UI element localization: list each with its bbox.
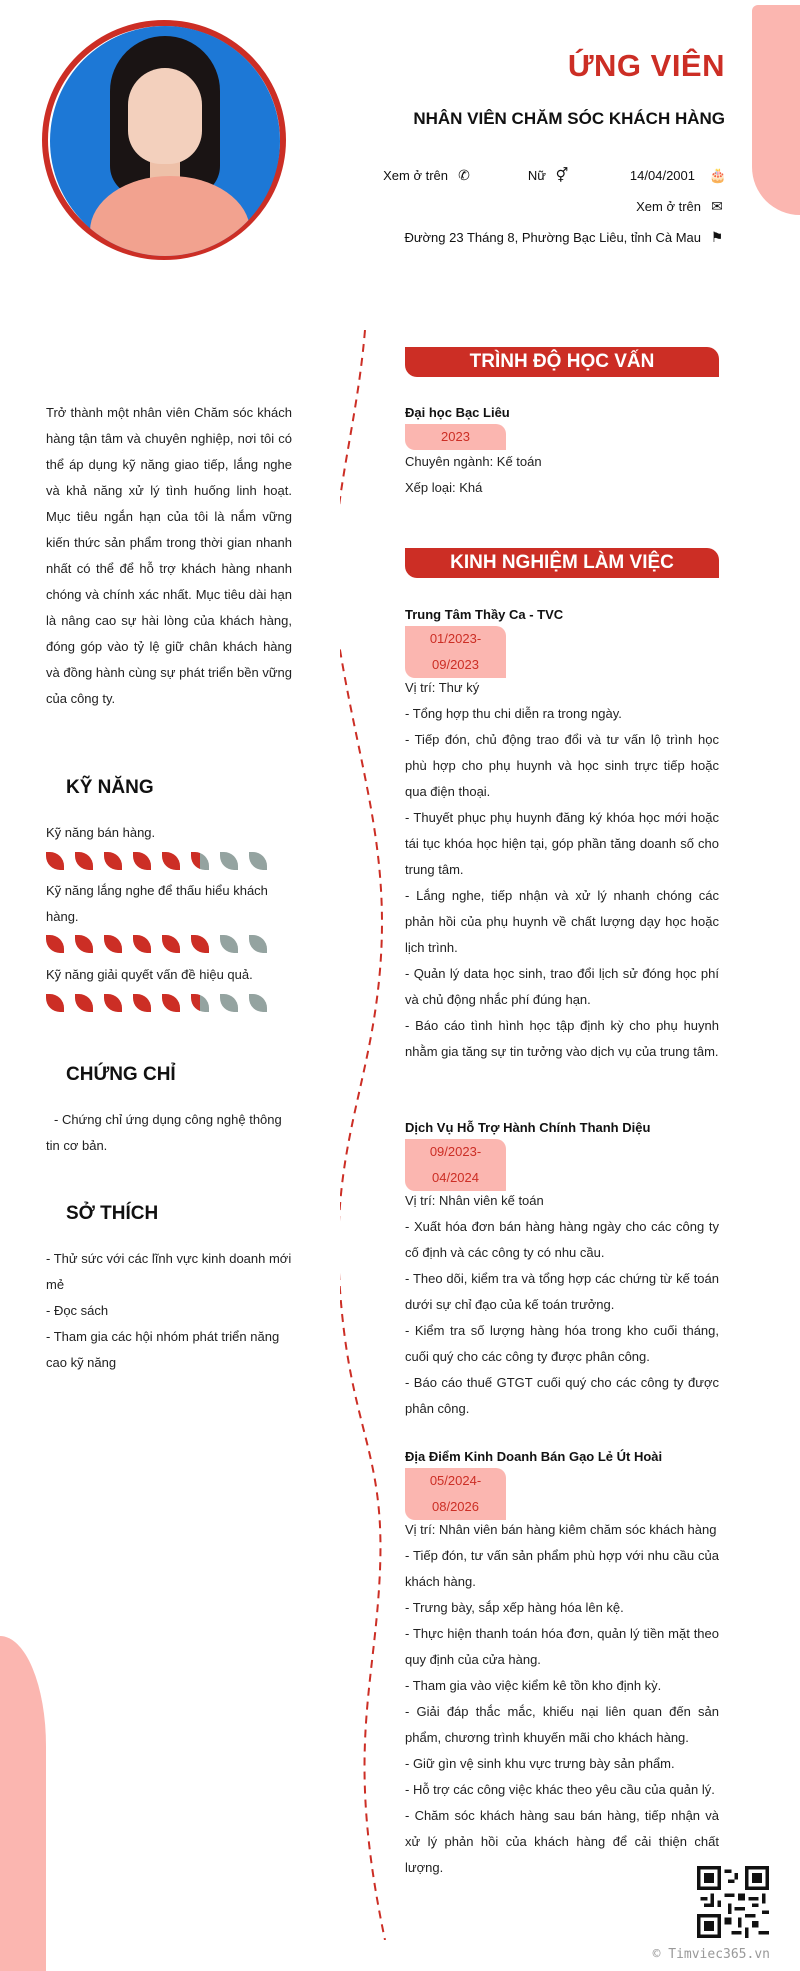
rating-leaf-icon [46, 852, 64, 870]
job-duty: - Chăm sóc khách hàng sau bán hàng, tiếp nhận và xử lý phản hồi của khách hàng để cải thiện chất lượng. [405, 1808, 719, 1875]
job-date-end: 04/2024 [432, 1170, 479, 1185]
gender-icon: ⚥ [555, 167, 569, 183]
skill-name-3: Kỹ năng giải quyết vấn đề hiệu quả. [46, 967, 253, 982]
rating-leaf-icon [191, 994, 209, 1012]
job-date-1 [405, 626, 506, 678]
certificate-item: - Chứng chỉ ứng dụng công nghệ thông tin cơ bản. [46, 1112, 282, 1153]
job-duty: - Kiểm tra số lượng hàng hóa trong kho cuối tháng, cuối quý cho các công ty được phân công. [405, 1323, 719, 1364]
qr-code-icon [697, 1866, 769, 1938]
address-value: Đường 23 Tháng 8, Phường Bạc Liêu, tỉnh Cà Mau [404, 230, 701, 245]
hobby-list [46, 1246, 292, 1376]
education-year: 2023 [405, 424, 506, 450]
rating-leaf-icon [46, 994, 64, 1012]
job-duty: - Quản lý data học sinh, trao đổi lịch sử đóng học phí và chủ động nhắc phí đúng hạn. [405, 966, 719, 1007]
rating-leaf-icon [249, 994, 267, 1012]
job-title: NHÂN VIÊN CHĂM SÓC KHÁCH HÀNG [413, 109, 725, 128]
decor-bottom-left [0, 1636, 46, 1971]
rating-leaf-icon [133, 935, 151, 953]
job-position: Vị trí: Thư ký [405, 680, 480, 695]
job-date-start: 09/2023- [429, 1144, 482, 1159]
job-duty: - Tổng hợp thu chi diễn ra trong ngày. [405, 706, 622, 721]
hobby-item: - Thử sức với các lĩnh vực kinh doanh mới mẻ [46, 1251, 292, 1292]
skill-rating-3 [46, 994, 267, 1012]
job-company-1: Trung Tâm Thầy Ca - TVC [405, 607, 564, 622]
footer-brand: © Timviec365.vn [652, 1947, 770, 1962]
rating-leaf-icon [220, 994, 238, 1012]
rating-leaf-icon [162, 852, 180, 870]
job-duty: - Theo dõi, kiểm tra và tổng hợp các chứng từ kế toán dưới sự chỉ đạo của kế toán trưởng. [405, 1271, 719, 1312]
experience-banner: KINH NGHIỆM LÀM VIỆC [405, 548, 719, 578]
email-value: Xem ở trên [636, 199, 701, 214]
education-banner: TRÌNH ĐỘ HỌC VẤN [405, 347, 719, 377]
phone-info [383, 167, 472, 184]
job-duty: - Thuyết phục phụ huynh đăng ký khóa học mới hoặc tái tục khóa học hiện tại, góp phần tăng doanh số cho trung tâm. [405, 810, 719, 877]
address-info [404, 229, 725, 246]
school-name: Đại học Bạc Liêu [405, 405, 510, 420]
rating-leaf-icon [220, 852, 238, 870]
job-duty: - Tiếp đón, chủ động trao đổi và tư vấn lộ trình học phù hợp cho phụ huynh và học sinh trực tiếp hoặc qua điện thoại. [405, 732, 719, 799]
job-date-end: 09/2023 [432, 657, 479, 672]
job-duty: - Trưng bày, sắp xếp hàng hóa lên kệ. [405, 1600, 624, 1615]
rating-leaf-icon [162, 935, 180, 953]
hobby-item: - Tham gia các hội nhóm phát triển năng cao kỹ năng [46, 1329, 280, 1370]
job-position: Vị trí: Nhân viên bán hàng kiêm chăm sóc khách hàng [405, 1522, 717, 1537]
job-duty: - Xuất hóa đơn bán hàng hàng ngày cho các công ty cố định và các công ty có nhu cầu. [405, 1219, 719, 1260]
job-company-3: Địa Điểm Kinh Doanh Bán Gạo Lẻ Út Hoài [405, 1449, 663, 1464]
job-duty: - Hỗ trợ các công việc khác theo yêu cầu của quản lý. [405, 1782, 715, 1797]
career-objective: Trở thành một nhân viên Chăm sóc khách hàng tận tâm và chuyên nghiệp, nơi tôi có thể áp dụng kỹ năng giao tiếp, lắng nghe và khả năng xử lý tình huống linh hoạt. Mục tiêu ngắn hạn của tôi là nắm vững kiến thức sản phẩm trong thời gian nhanh nhất có thể để hỗ trợ khách hàng nhanh chóng và chính xác nhất. Mục tiêu dài hạn là nâng cao sự hài lòng của khách hàng, đóng góp vào tỷ lệ giữ chân khách hàng và đồng hành cùng sự phát triển bền vững của công ty. [46, 405, 292, 706]
job-date-start: 01/2023- [429, 631, 482, 646]
phone-icon: ✆ [458, 167, 470, 183]
job-duty: - Lắng nghe, tiếp nhận và xử lý nhanh chóng các phản hồi của phụ huynh về chất lượng dạy học hoặc lịch trình. [405, 888, 719, 955]
rating-leaf-icon [133, 994, 151, 1012]
skills-title: KỸ NĂNG [66, 777, 154, 798]
map-marker-icon: ⚑ [710, 229, 724, 245]
skill-rating-1 [46, 852, 267, 870]
rating-leaf-icon [104, 994, 122, 1012]
certificates-title: CHỨNG CHỈ [66, 1064, 176, 1085]
phone-value: Xem ở trên [383, 168, 448, 183]
job-company-2: Dịch Vụ Hỗ Trợ Hành Chính Thanh Diệu [405, 1120, 651, 1135]
job-position: Vị trí: Nhân viên kế toán [405, 1193, 544, 1208]
job-duty: - Thực hiện thanh toán hóa đơn, quản lý tiền mặt theo quy định của cửa hàng. [405, 1626, 719, 1667]
rating-leaf-icon [249, 852, 267, 870]
rating-leaf-icon [191, 852, 209, 870]
rating-leaf-icon [75, 852, 93, 870]
rating-leaf-icon [75, 994, 93, 1012]
job-date-start: 05/2024- [429, 1473, 482, 1488]
rating-leaf-icon [133, 852, 151, 870]
job-date-3 [405, 1468, 506, 1520]
job-duty: - Báo cáo tình hình học tập định kỳ cho phụ huynh nhằm gia tăng sự tin tưởng vào dịch vụ của trung tâm. [405, 1018, 719, 1059]
rating-leaf-icon [46, 935, 64, 953]
candidate-name: ỨNG VIÊN [567, 48, 725, 83]
cake-icon: 🎂 [709, 167, 727, 183]
job-date-2 [405, 1139, 506, 1191]
job-detail-1 [405, 675, 719, 1065]
hobbies-title: SỞ THÍCH [66, 1203, 159, 1224]
rating-leaf-icon [191, 935, 209, 953]
rating-leaf-icon [220, 935, 238, 953]
skill-name-1: Kỹ năng bán hàng. [46, 825, 156, 840]
job-duty: - Giải đáp thắc mắc, khiếu nại liên quan đến sản phẩm, chương trình khuyến mãi cho khách hàng. [405, 1704, 719, 1745]
job-detail-2 [405, 1188, 719, 1422]
skill-name-2: Kỹ năng lắng nghe để thấu hiểu khách hàng. [46, 883, 268, 924]
birthday-info [630, 167, 725, 184]
skill-rating-2 [46, 935, 267, 953]
rating-leaf-icon [104, 935, 122, 953]
envelope-icon: ✉ [711, 198, 723, 214]
education-major: Chuyên ngành: Kế toán [405, 454, 542, 469]
job-detail-3 [405, 1517, 719, 1881]
job-duty: - Tham gia vào việc kiểm kê tồn kho định kỳ. [405, 1678, 662, 1693]
rating-leaf-icon [104, 852, 122, 870]
gender-value: Nữ [527, 168, 546, 183]
rating-leaf-icon [249, 935, 267, 953]
job-duty: - Tiếp đón, tư vấn sản phẩm phù hợp với nhu cầu của khách hàng. [405, 1548, 719, 1589]
avatar [50, 26, 280, 256]
job-duty: - Giữ gìn vệ sinh khu vực trưng bày sản phẩm. [405, 1756, 675, 1771]
birthday-value: 14/04/2001 [629, 168, 695, 183]
education-grade: Xếp loại: Khá [405, 480, 483, 495]
gender-info [528, 167, 570, 184]
email-info [636, 198, 725, 215]
job-duty: - Báo cáo thuế GTGT cuối quý cho các công ty được phân công. [405, 1375, 719, 1416]
rating-leaf-icon [75, 935, 93, 953]
decor-top-right [752, 5, 800, 215]
rating-leaf-icon [162, 994, 180, 1012]
hobby-item: - Đọc sách [46, 1303, 109, 1318]
job-date-end: 08/2026 [432, 1499, 479, 1514]
